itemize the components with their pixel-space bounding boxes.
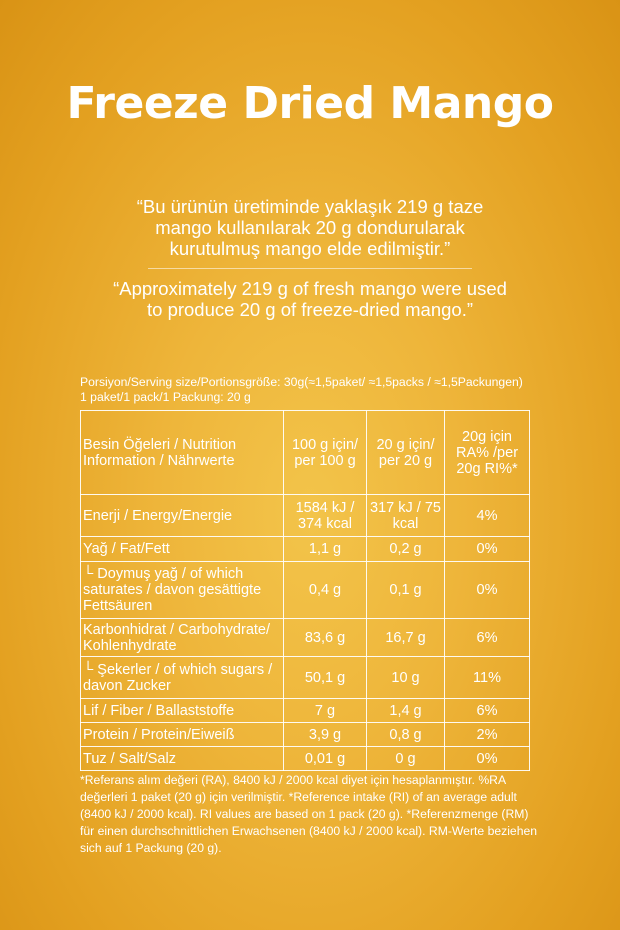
nutrient-label: └ Doymuş yağ / of which saturates / davon gesättigte Fettsäuren [81, 562, 284, 619]
value-ri: 6% [445, 699, 530, 723]
nutrient-label: └ Şekerler / of which sugars / davon Zucker [81, 657, 284, 699]
value-per-20g: 0,8 g [367, 723, 445, 747]
table-row [81, 723, 530, 747]
nutrient-label: Karbonhidrat / Carbohydrate/ Kohlenhydrate [81, 619, 284, 657]
table-row [81, 537, 530, 562]
nutrition-table [80, 410, 530, 771]
divider [148, 268, 472, 269]
table-header-row [81, 411, 530, 495]
value-per-100g: 0,4 g [284, 562, 367, 619]
header-per-100g: 100 g için/ per 100 g [284, 411, 367, 495]
header-ri-percent: 20g için RA% /per 20g RI%* [445, 411, 530, 495]
value-ri: 0% [445, 562, 530, 619]
nutrient-label: Lif / Fiber / Ballaststoffe [81, 699, 284, 723]
value-ri: 6% [445, 619, 530, 657]
nutrient-label: Tuz / Salt/Salz [81, 747, 284, 771]
nutrient-label: Yağ / Fat/Fett [81, 537, 284, 562]
value-per-20g: 10 g [367, 657, 445, 699]
value-per-100g: 0,01 g [284, 747, 367, 771]
value-per-20g: 317 kJ / 75 kcal [367, 495, 445, 537]
nutrient-label: Protein / Protein/Eiweiß [81, 723, 284, 747]
quote-turkish: “Bu ürünün üretiminde yaklaşık 219 g taze mango kullanılarak 20 g dondurularak kurutulmuş mango elde edilmiştir.” [136, 196, 484, 259]
header-per-20g: 20 g için/ per 20 g [367, 411, 445, 495]
value-per-100g: 83,6 g [284, 619, 367, 657]
value-ri: 4% [445, 495, 530, 537]
table-row [81, 747, 530, 771]
quote-english: “Approximately 219 g of fresh mango were used to produce 20 g of freeze-dried mango.” [113, 278, 507, 320]
value-per-20g: 0 g [367, 747, 445, 771]
value-per-20g: 0,2 g [367, 537, 445, 562]
value-per-20g: 1,4 g [367, 699, 445, 723]
serving-info [80, 375, 550, 405]
value-per-20g: 16,7 g [367, 619, 445, 657]
table-row [81, 495, 530, 537]
value-per-100g: 3,9 g [284, 723, 367, 747]
value-ri: 2% [445, 723, 530, 747]
table-row [81, 562, 530, 619]
reference-intake-footnote: *Referans alım değeri (RA), 8400 kJ / 2000 kcal diyet için hesaplanmıştır. %RA değerleri 1 paket (20 g) için verilmiştir. *Reference intake (RI) of an average adult (8400 kJ / 2000 kcal). RI values are based on 1 pack (20 g). *Referenzmenge (RM) für einen durchschnittlichen Erwachsenen (8400 kJ / 2000 kcal). RM-Werte beziehen sich auf 1 Packung (20 g). [80, 773, 538, 855]
pack-size-line: 1 paket/1 pack/1 Packung: 20 g [80, 390, 251, 404]
table-row [81, 619, 530, 657]
value-per-100g: 1,1 g [284, 537, 367, 562]
value-ri: 0% [445, 747, 530, 771]
nutrient-label: Enerji / Energy/Energie [81, 495, 284, 537]
table-row [81, 657, 530, 699]
value-per-20g: 0,1 g [367, 562, 445, 619]
serving-size-line: Porsiyon/Serving size/Portionsgröße: 30g(≈1,5paket/ ≈1,5packs / ≈1,5Packungen) [80, 375, 523, 389]
value-ri: 0% [445, 537, 530, 562]
value-per-100g: 1584 kJ / 374 kcal [284, 495, 367, 537]
product-title: Freeze Dried Mango [66, 78, 554, 129]
table-row [81, 699, 530, 723]
header-nutrient: Besin Öğeleri / Nutrition Information / Nährwerte [81, 411, 284, 495]
value-per-100g: 50,1 g [284, 657, 367, 699]
value-ri: 11% [445, 657, 530, 699]
value-per-100g: 7 g [284, 699, 367, 723]
